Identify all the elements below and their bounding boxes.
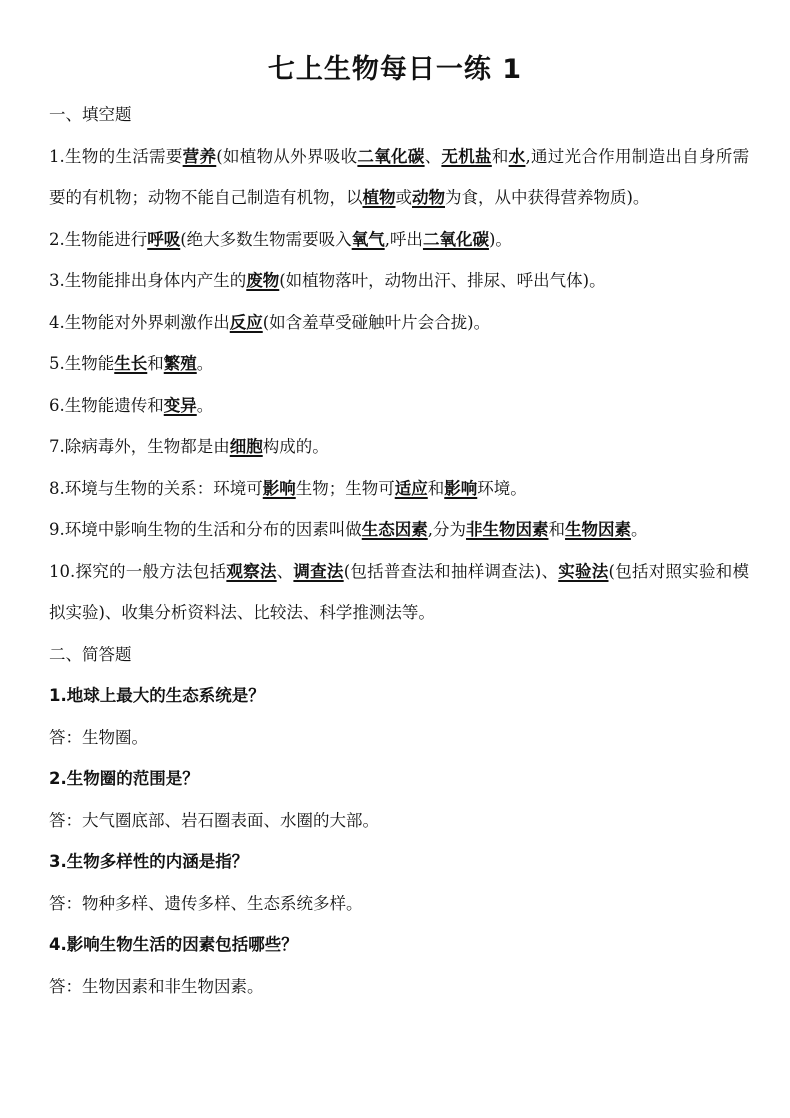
question-text: 4.影响生物生活的因素包括哪些？ <box>49 935 298 954</box>
fill-in-item <box>49 426 749 468</box>
item-text: (如植物从外界吸收 <box>216 146 358 166</box>
item-text: 和 <box>427 478 445 498</box>
item-text: (包括对照实验和模拟实验)、收集分析资料法、比较法、科学推测法等。 <box>49 561 750 622</box>
fill-in-item <box>49 551 749 634</box>
answer-keyword: 动物 <box>412 188 445 207</box>
item-text: (包括普查法和抽样调查法)、 <box>343 561 559 581</box>
item-text: 9.环境中影响生物的生活和分布的因素叫做 <box>49 520 362 539</box>
item-text: 2.生物能进行 <box>49 229 148 249</box>
item-text: 、 <box>424 146 442 166</box>
answer-text: 答：物种多样、遗传多样、生态系统多样。 <box>49 893 363 913</box>
item-text: 3.生物能排出身体内产生的 <box>49 271 247 290</box>
fill-in-item <box>49 136 749 219</box>
answer-text: 答：生物因素和非生物因素。 <box>49 976 264 996</box>
answer-text: 答：大气圈底部、岩石圈表面、水圈的大部。 <box>49 810 379 830</box>
answer-keyword: 生物因素 <box>565 520 631 539</box>
item-text: ,分为 <box>427 520 466 539</box>
item-text: (如植物落叶，动物出汗、排尿、呼出气体)。 <box>279 271 606 290</box>
fill-in-item <box>49 219 749 261</box>
answer-keyword: 细胞 <box>229 437 263 456</box>
answer-keyword: 氧气 <box>351 229 385 249</box>
item-text: 5.生物能 <box>49 354 115 373</box>
answer-keyword: 无机盐 <box>441 146 492 166</box>
question-text: 2.生物圈的范围是？ <box>49 769 199 788</box>
answer-keyword: 植物 <box>362 188 396 207</box>
fill-in-item <box>49 468 749 510</box>
item-text: (绝大多数生物需要吸入 <box>180 229 352 249</box>
answer-keyword: 水 <box>508 146 526 166</box>
answer-keyword: 实验法 <box>558 561 609 581</box>
answer-keyword: 繁殖 <box>163 354 197 373</box>
item-text: 生物；生物可 <box>295 478 395 498</box>
question-text: 1.地球上最大的生态系统是？ <box>49 686 265 705</box>
answer-keyword: 非生物因素 <box>466 520 549 539</box>
answer-keyword: 影响 <box>262 478 296 498</box>
item-text: 构成的。 <box>262 437 329 456</box>
item-text: ,通过光合作用制造出自身所需要的有机物；动物不能自己制造有机物，以 <box>49 146 750 207</box>
item-text: )。 <box>488 229 512 249</box>
answer-keyword: 二氧化碳 <box>422 229 489 249</box>
item-text: 10.探究的一般方法包括 <box>49 561 227 581</box>
item-text: 为食，从中获得营养物质)。 <box>445 188 650 207</box>
fill-in-item <box>49 509 749 551</box>
item-text: 和 <box>491 146 509 166</box>
item-text: 7.除病毒外，生物都是由 <box>49 437 230 456</box>
item-text: 8.环境与生物的关系：环境可 <box>49 478 263 498</box>
item-text: (如含羞草受碰触叶片会合拢)。 <box>262 312 491 332</box>
item-text: 。 <box>631 520 648 539</box>
item-text: 。 <box>196 354 214 373</box>
item-text: 和 <box>548 520 565 539</box>
fill-in-item <box>49 302 749 344</box>
answer-keyword: 废物 <box>246 271 280 290</box>
item-text: 。 <box>196 395 214 415</box>
answer-keyword: 观察法 <box>226 561 277 581</box>
item-text: ,呼出 <box>384 229 423 249</box>
answer-keyword: 生长 <box>114 354 148 373</box>
fill-in-list <box>49 136 749 634</box>
answer-keyword: 二氧化碳 <box>357 146 425 166</box>
fill-in-item <box>49 343 749 385</box>
item-text: 和 <box>147 354 164 373</box>
answer-keyword: 生态因素 <box>361 520 428 539</box>
item-text: 1.生物的生活需要 <box>49 146 183 166</box>
item-text: 或 <box>395 188 412 207</box>
fill-in-item <box>49 260 749 302</box>
answer-keyword: 适应 <box>394 478 428 498</box>
answer-text: 答：生物圈。 <box>49 727 148 747</box>
section-heading-fill-in: 一、填空题 <box>49 105 132 124</box>
question-text: 3.生物多样性的内涵是指？ <box>49 852 249 871</box>
worksheet-content <box>49 94 749 1007</box>
answer-keyword: 反应 <box>229 312 263 332</box>
item-text: 环境。 <box>477 478 527 498</box>
short-answer-list <box>49 675 749 1007</box>
fill-in-item <box>49 385 749 427</box>
item-text: 6.生物能遗传和 <box>49 395 164 415</box>
item-text: 4.生物能对外界刺激作出 <box>49 312 230 332</box>
answer-keyword: 营养 <box>182 146 217 166</box>
item-text: 、 <box>276 561 294 581</box>
answer-keyword: 呼吸 <box>147 229 181 249</box>
answer-keyword: 影响 <box>444 478 478 498</box>
answer-keyword: 调查法 <box>293 561 344 581</box>
page-title: 七上生物每日一练 1 <box>267 54 523 85</box>
answer-keyword: 变异 <box>163 395 197 415</box>
section-heading-short-answer: 二、简答题 <box>49 644 132 664</box>
